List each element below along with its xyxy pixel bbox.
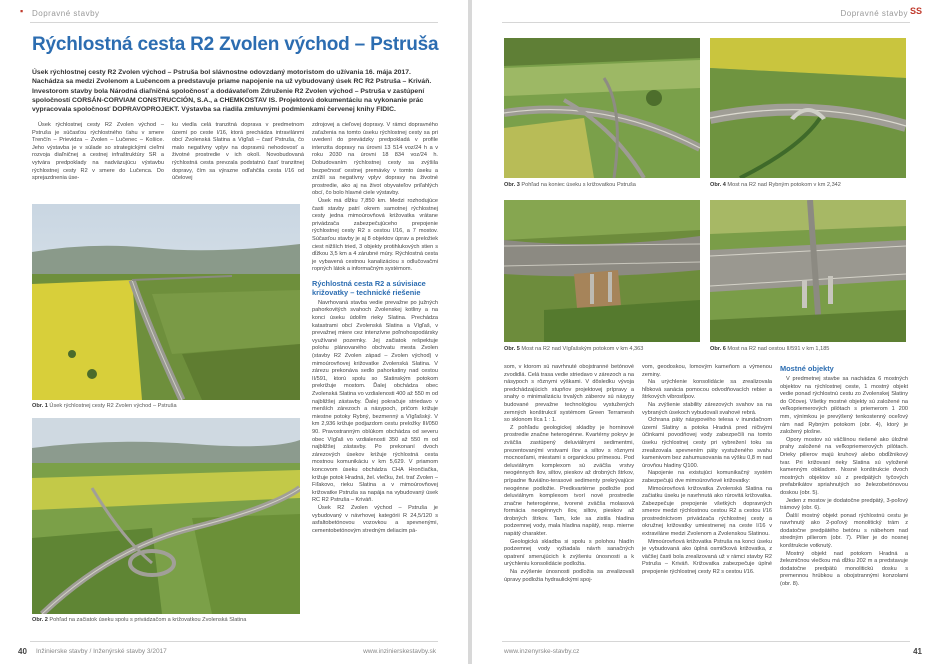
column-1 (32, 122, 164, 183)
page-number-left: 40 (18, 647, 27, 656)
photo-2-caption (32, 617, 300, 624)
column-5-p7: Mimoúrovňová križovatka Pstruša na konci úseku je vybudovaná ako úplná osmičková križovatka, z väčšej časti bola zrealizovaná už v rámci stavby R2 Pstruša – Kriváň. Križovatka zabezpečuje úplné prepojenie rýchlostnej cesty R2 s cestou I/16. (642, 538, 772, 576)
photo-4 (710, 38, 906, 178)
column-5-p6: Mimoúrovňová križovatka Zvolenská Slatina na začiatku úseku je navrhnutá ako rúrovitá križovatka. Zabezpečuje prepojenie všetkých dopravných smerov medzi rýchlostnou cestou R2 a cestou I/16 prostredníctvom privádzača rýchlostnej cesty a okružnej križovatky umiestnenej na ceste I/16 v extraviláne medzi Zvolenom a Zvolenskou Slatinou. (642, 485, 772, 538)
page-number-right: 41 (913, 647, 922, 656)
column-3-p2: Úsek má dĺžku 7,850 km. Medzi rozhodujúce časti stavby patrí okrem samotnej rýchlostnej cesty jedna mimoúrovňová križovatka vrátane privádzača zabezpečujúceho prepojenie rýchlostnej cesty R2 s cestou I/16, a 7 mostov. Súčasťou stavby je aj 8 objektov úprav a preložiek ciest nižších tried, 3 objekty protihlukových stien s dĺžkou 3,5 km a 4 zárubné múry. Rýchlostná cesta je vybavená cestnou kanalizáciou s odlučovačmi ropných látok a informačným systémom. (312, 197, 438, 273)
photo-3 (504, 38, 700, 178)
column-4-p4: Na zvýšenie únosnosti podložia sa zrealizovali úpravy podložia hydraulickými spoj- (504, 569, 634, 583)
running-header-left: Dopravné stavby (32, 9, 100, 18)
photo-2 (32, 418, 300, 614)
section-heading-bridges: Mostné objekty (780, 364, 834, 373)
column-5 (642, 364, 772, 577)
column-4 (504, 364, 634, 584)
section-marker: ▪ (20, 6, 24, 16)
column-5-p4: Ochrana päty násypového telesa v inundačnom území Slatiny a potoka Hradná pred ničivými účinkami povodňovej vody zabezpečili na tomto úseku rýchlostnej cesty pri vybrežení toku sa zrealizovala spevnením päty vystuženého svahu kamenivom bez zahumusovania na výšku 0,8 m nad úrovňou hladiny Q100. (642, 417, 772, 469)
photo-4-label: Obr. 4 (710, 182, 726, 188)
column-6-p2: Opory mostov sú väčšinou riešené ako úložné prahy založené na veľkopriemerových pilótach. Drieky pilierov majú kruhový alebo obdĺžnikový tvar. Pri križovaní rieky Slatina sú vyložené kamenným obkladom. Nosné konštrukcie dvoch mostných objektov sú z predpätých tyčových prefabrikátov spriahnutých so železobetónovou doskou (obr. 5). (780, 436, 908, 496)
photo-6-caption (710, 346, 906, 353)
column-3 (312, 122, 438, 535)
photo-1-label: Obr. 1 (32, 403, 48, 409)
column-5-p3: Na zvýšenie stability zárezových svahov sa na vybraných úsekoch vybudovali svahové rebrá. (642, 401, 772, 416)
photo-1-caption (32, 403, 300, 410)
column-3-p3: Navrhovaná stavba vedie prevažne po južných pahorkovitých svahoch Zvolenskej kotliny a na konci úseku údolím rieky Slatina. Prechádza katastrami obcí Zvolenská Slatina a Vígľaš, v prevažnej miere cez intenzívne poľnohospodársky využívané pozemky. Jej začiatok rešpektuje polohu plánovaného obchvatu mesta Zvolen (stavby R2 Zvolen západ – Zvolen východ) v mimoúrovňovej križovatke Zvolenská Slatina. V zárezu prekonáva sedlo pahorkatiny nad cestou II/591, ktorú spolu so Slatinským potokom prekrižuje mostom. Ďalej obchádza obec Zvolenská Slatina vo vzdialenosti 400 až 550 m od najbližšej zástavby. Ďalej pokračuje striedavo v menších zárezoch a násypoch, pričom križuje miestne potoky Rybný, bezmenný a Vígľašský. V km 2,936 križuje podjazdom cestu preložky III/050 90. Pravostranným oblúkom obchádza od severu obec Vígľaš vo vzdialenosti 350 až 550 m od najbližšej zástavby. Po prekonaní dvoch zárezových úsekov križuje rýchlostná cesta mostnou komunikáciu v km 5,629. V priamom koncovom úseku obchádza CHA Hrončiačka, križuje potok Hradná, žel. vlečku, žel. trať Zvolen – Fiľakovo, rieku Slatina a v mimoúrovňovej križovatke Pstruša sa napája na vybudovaný úsek RC R2 Pstruša – Kriváň. (312, 299, 438, 504)
section-badge: SS (909, 6, 922, 16)
right-page (472, 0, 940, 664)
column-2-text: ku viedla celá tranzitná doprava v predmetnom území po ceste I/16, ktorá prechádza intravilánmi obcí Zvolenská Slatina a Vígľaš – časť Pstruša, čo malo negatívny vplyv na dopravnú nehodovosť a životné prostredie v ich okolí. Novobudovaná rýchlostná cesta prevzala podstatnú časť tranzitnej dopravy, čím sa výrazne odľahčila cesta I/16 od účelovej (172, 122, 304, 182)
photo-2-text: Pohľad na začiatok úseku spolu s privádzačom a križovatkou Zvolenská Slatina (49, 617, 247, 623)
column-4-p1: som, v ktorom sú navrhnuté obojstranné betónové zvodidlá. Celá trasa vedie striedavo v zárezoch a na násypoch s rôznymi výškami. V dôsledku vývoja predchádzajúcich stupňov projektovej prípravy a snahy o minimalizáciu trvalých záberov sú násypy budované prevažne technológiou vystužených zemných konštrukcií systémom Green Terramesh so sklonom líca 1 : 1. (504, 364, 634, 424)
photo-6-text: Most na R2 nad cestou II/591 v km 1,185 (727, 346, 830, 352)
article-intro: Úsek rýchlostnej cesty R2 Zvolen východ – Pstruša bol slávnostne odovzdaný motoristom do užívania 16. mája 2017. Nachádza sa medzi Zvolenom a Lučencom a predstavuje priame napojenie na už vybudovaný úsek RC R2 Pstruša – Kriváň. Investorom stavby bola Národná diaľničná spoločnosť a dodávateľom Združenie R2 Zvolen východ – Pstruša v zastúpení spoločností CORSÁN-CORVIAM CONSTRUCCIÓN, S.A., a CHEMKOSTAV IS. Projektovú dokumentáciu na vykonanie prác vypracovala spoločnosť DOPRAVOPROJEKT. Výstavba sa riadila zmluvnými podmienkami červenej knihy FIDIC. (32, 69, 432, 114)
photo-3-label: Obr. 3 (504, 182, 520, 188)
photo-3-caption (504, 182, 700, 189)
header-rule (502, 22, 910, 23)
photo-4-text: Most na R2 nad Rybným potokom v km 2,342 (727, 182, 841, 188)
photo-6-label: Obr. 6 (710, 346, 726, 352)
column-6-p4: Ďalší mostný objekt ponad rýchlostnú cestu je navrhnutý ako 2-poľový monolitický trám z dodatočne predpätého betónu s nábehom nad stredným pilierom (obr. 7). Pilier je do nosnej konštrukcie votknutý. (780, 512, 908, 550)
photo-2-label: Obr. 2 (32, 617, 48, 623)
footer-rule (30, 641, 438, 642)
column-5-p5: Napojenie na existujúci komunikačný systém zabezpečujú dve mimoúrovňové križovatky: (642, 470, 772, 484)
photo-5-label: Obr. 5 (504, 346, 520, 352)
left-page (0, 0, 468, 664)
column-3-p4: Úsek R2 Zvolen východ – Pstruša je vybudovaný v návrhovej kategórii R 24,5/120 s asfaltobetónovou vozovkou a spevnenými, cementobetónovým stredným deliacim pá- (312, 504, 438, 534)
photo-6 (710, 200, 906, 342)
running-header-right: Dopravné stavby (840, 9, 908, 18)
photo-5-text: Most na R2 nad Vígľašským potokom v km 4,363 (521, 346, 644, 352)
column-6-p1: V predmetnej stavbe sa nachádza 6 mostných objektov na rýchlostnej ceste, 1 mostný objekt vedie ponad rýchlostnú cestu zo Zvolenskej Slatiny do Očovej. Všetky mostné objekty sú založené na veľkopriemerových pilótach s priemerom 1 200 mm, výnimkou je prevýšený tenkostenný oceľový rám nad Rybným potokom (obr. 4), ktorý je založený plošne. (780, 376, 908, 436)
url-right[interactable]: www.inzenyrske-stavby.cz (504, 648, 580, 655)
photo-4-caption (710, 182, 906, 189)
column-3-p1: zdrojovej a cieľovej dopravy. V rámci dopravného zaťaženia na tomto úseku rýchlostnej cesty sa pri uvedení do prevádzky predpokladá v profile intenzita dopravy na úrovni 13 514 voz/24 h a v roku 2030 na úrovni 18 834 voz/24 h. Dobudovaním rýchlostnej cesty sa zvýšila bezpečnosť cestnej premávky v tomto úseku a znížil sa negatívny vplyv dopravy na životné prostredie, ako aj na život obyvateľov priľahlých obcí, čo bolo hlavné ciele výstavby. (312, 122, 438, 197)
journal-name: Inžinierske stavby / Inženýrské stavby 3/2017 (36, 648, 167, 655)
photo-1-text: Úsek rýchlostnej cesty R2 Zvolen východ – Pstruša (49, 403, 177, 409)
column-6-p3: Jeden z mostov je dodatočne predpätý, 3-poľový trámový (obr. 6). (780, 497, 908, 512)
column-4-p2: Z pohľadu geologickej skladby je horninové prostredie značne heterogénne. Kvartérny pokryv je zväčša zastúpený deluviálnymi sedimentmi, prezentovanými vrstvami ílov a siltov s rôznymi mocnosťami, miestami s organickou prímesou. Pod deluviálnym komplexom sú zväčša vrstvy neogénnych ílov, siltov, pieskov až drobných štrkov, prípadne fluviálno-terasové sedimenty prekrývajúce neogénne podložie. Predkvartérne podložie pod deluviálnym komplexom tvorí nové prostredie značne heterogénne, tvorené zväčša molasová formácia neogénnych ílov, siltov, pieskov až drobných štrkov. Tam, kde sa zistila hladina podzemnej vody, mala hladina napätý, resp. mierne napätý charakter. (504, 424, 634, 538)
header-rule (30, 22, 438, 23)
column-5-p1: vom, geodoskou, lomovým kameňom a výmenou zeminy. (642, 364, 772, 378)
section-heading-technical: Rýchlostná cesta R2 a súvisiace križovatky – technické riešenie (312, 278, 426, 297)
column-2 (172, 122, 304, 183)
photo-1 (32, 204, 300, 400)
photo-5 (504, 200, 700, 342)
photo-5-caption (504, 346, 700, 353)
column-6 (780, 364, 908, 589)
article-title: Rýchlostná cesta R2 Zvolen východ – Pstruša (32, 34, 439, 55)
url-left[interactable]: www.inzinierskestavby.sk (363, 648, 436, 655)
column-4-p3: Geologická skladba si spolu s polohou hladín podzemnej vody vyžiadala návrh sanačných opatrení smerujúcich k zvýšeniu únosnosti a k urýchleniu konsolidácie podložia. (504, 538, 634, 568)
photo-3-text: Pohľad na koniec úseku s križovatkou Pstruša (521, 182, 636, 188)
footer-rule (502, 641, 910, 642)
column-6-p5: Mostný objekt nad potokom Hradná a železničnou vlečkou má dĺžku 202 m a predstavuje dodatočne predpätú monolitickú dosku s premennou hrúbkou a obojstrannými konzolami (obr. 8). (780, 550, 908, 588)
column-5-p2: Na urýchlenie konsolidácie sa zrealizovala hĺbková sanácia pomocou odvodňovacích rebier a štrkových vibrostĺpov. (642, 379, 772, 401)
column-1-text: Úsek rýchlostnej cesty R2 Zvolen východ – Pstruša je súčasťou rýchlostného ťahu v smere Trenčín – Prievidza – Zvolen – Lučenec – Košice. Jeho výstavba je v súlade so strategickými cieľmi rozvoja diaľničnej a cestnej infraštruktúry SR a vytvára predpoklady na nadväzujúcu výstavbu rýchlostnej cesty R2 v smere do Lučenca. Do sprejazdnenia úse- (32, 122, 164, 182)
